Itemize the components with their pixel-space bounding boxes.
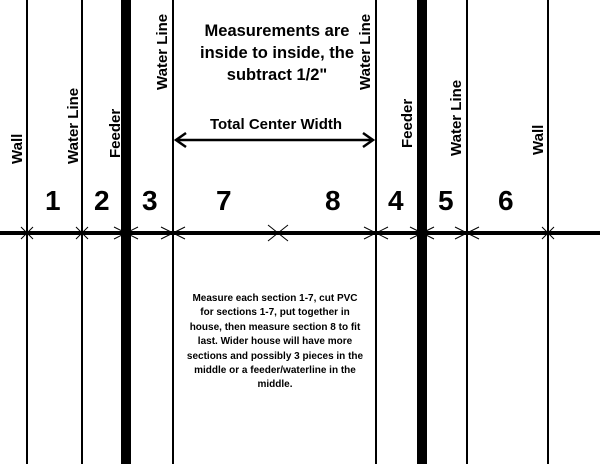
section-number-7: 7 <box>216 185 232 216</box>
water-line-label-1: Water Line <box>65 87 82 164</box>
feeder-label-right: Feeder <box>399 98 416 148</box>
instructions-note: Measure each section 1-7, cut PVC for sections 1-7, put together in house, then measure section 8 to fit last. Wider house will have more sections and possibly 3 pieces in the middle or a feeder/waterline in the middle. <box>186 293 364 391</box>
wall-label-left: Wall <box>9 133 26 164</box>
section-number-1: 1 <box>45 185 61 216</box>
center-width-arrow <box>176 133 373 147</box>
water-line-label-4: Water Line <box>448 79 465 156</box>
section-number-8: 8 <box>325 185 341 216</box>
section-number-4: 4 <box>388 185 404 216</box>
measurement-note: Measurements are inside to inside, the subtract 1/2" <box>199 22 355 84</box>
section-number-6: 6 <box>498 185 514 216</box>
section-number-3: 3 <box>142 185 158 216</box>
wall-label-right: Wall <box>530 124 547 155</box>
feeder-label-left: Feeder <box>107 108 124 158</box>
section-number-5: 5 <box>438 185 454 216</box>
section-number-2: 2 <box>94 185 110 216</box>
water-line-label-2: Water Line <box>154 13 171 90</box>
water-line-label-3: Water Line <box>357 13 374 90</box>
center-width-label: Total Center Width <box>209 116 343 133</box>
